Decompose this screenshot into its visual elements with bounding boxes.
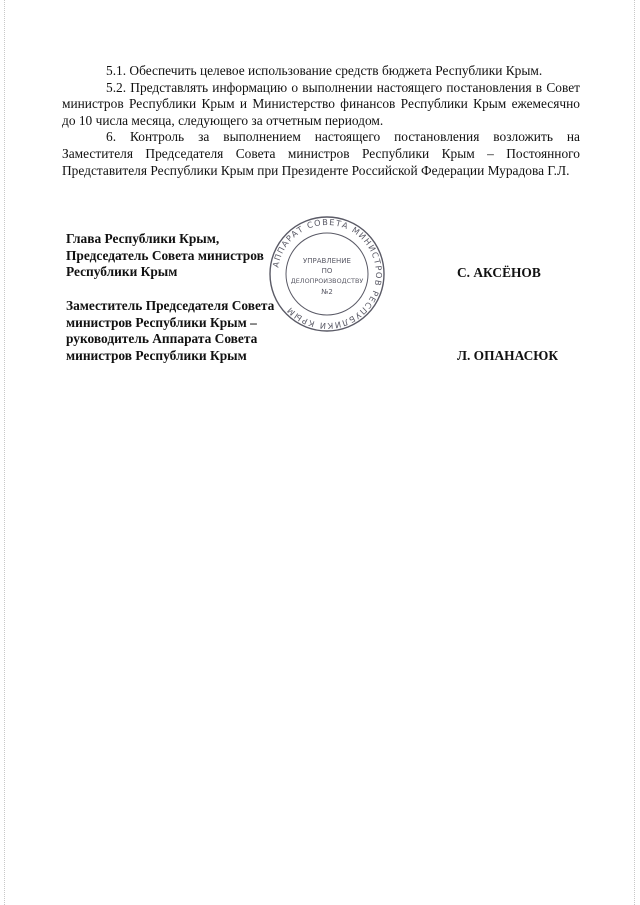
paragraph-5-2: 5.2. Представлять информацию о выполнении настоящего постановления в Совет министров Республики Крым и Министерство финансов Республики Крым ежемесячно до 10 числа месяца, следующего за отчетным периодом. <box>62 79 580 128</box>
signature-title-line: Республики Крым <box>66 264 178 280</box>
signatory-name-head: С. АКСЁНОВ <box>457 265 541 280</box>
paragraph-6: 6. Контроль за выполнением настоящего постановления возложить на Заместителя Председателя Совета министров Республики Крым – Постоянного Представителя Республики Крым при Президенте Российской Федерации Мурадова Г.Л. <box>62 129 580 178</box>
stamp-center-line: №2 <box>321 288 333 296</box>
signatory-name-deputy: Л. ОПАНАСЮК <box>457 348 559 363</box>
scan-edge-left <box>4 0 5 905</box>
signature-title-line: Глава Республики Крым, <box>66 231 220 246</box>
signature-title-line: руководитель Аппарата Совета <box>66 331 258 347</box>
signature-title-line: министров Республики Крым <box>66 347 247 363</box>
signature-title-line: Заместитель Председателя Совета <box>66 298 275 313</box>
signature-title-line: Председатель Совета министров <box>66 247 264 263</box>
signature-title-deputy <box>66 298 274 364</box>
stamp-center-line: ДЕЛОПРОИЗВОДСТВУ <box>290 277 364 285</box>
scan-edge-right <box>634 0 635 905</box>
stamp-center-line: УПРАВЛЕНИЕ <box>303 257 351 265</box>
stamp-center-line: ПО <box>321 267 333 275</box>
official-stamp <box>267 214 387 334</box>
resolution-text <box>62 63 580 179</box>
stamp-ring-text: АППАРАТ СОВЕТА МИНИСТРОВ РЕСПУБЛИКИ КРЫМ <box>270 216 385 332</box>
signature-title-head <box>66 231 264 281</box>
signature-title-line: министров Республики Крым – <box>66 314 257 330</box>
paragraph-5-1: 5.1. Обеспечить целевое использование средств бюджета Республики Крым. <box>106 63 543 78</box>
